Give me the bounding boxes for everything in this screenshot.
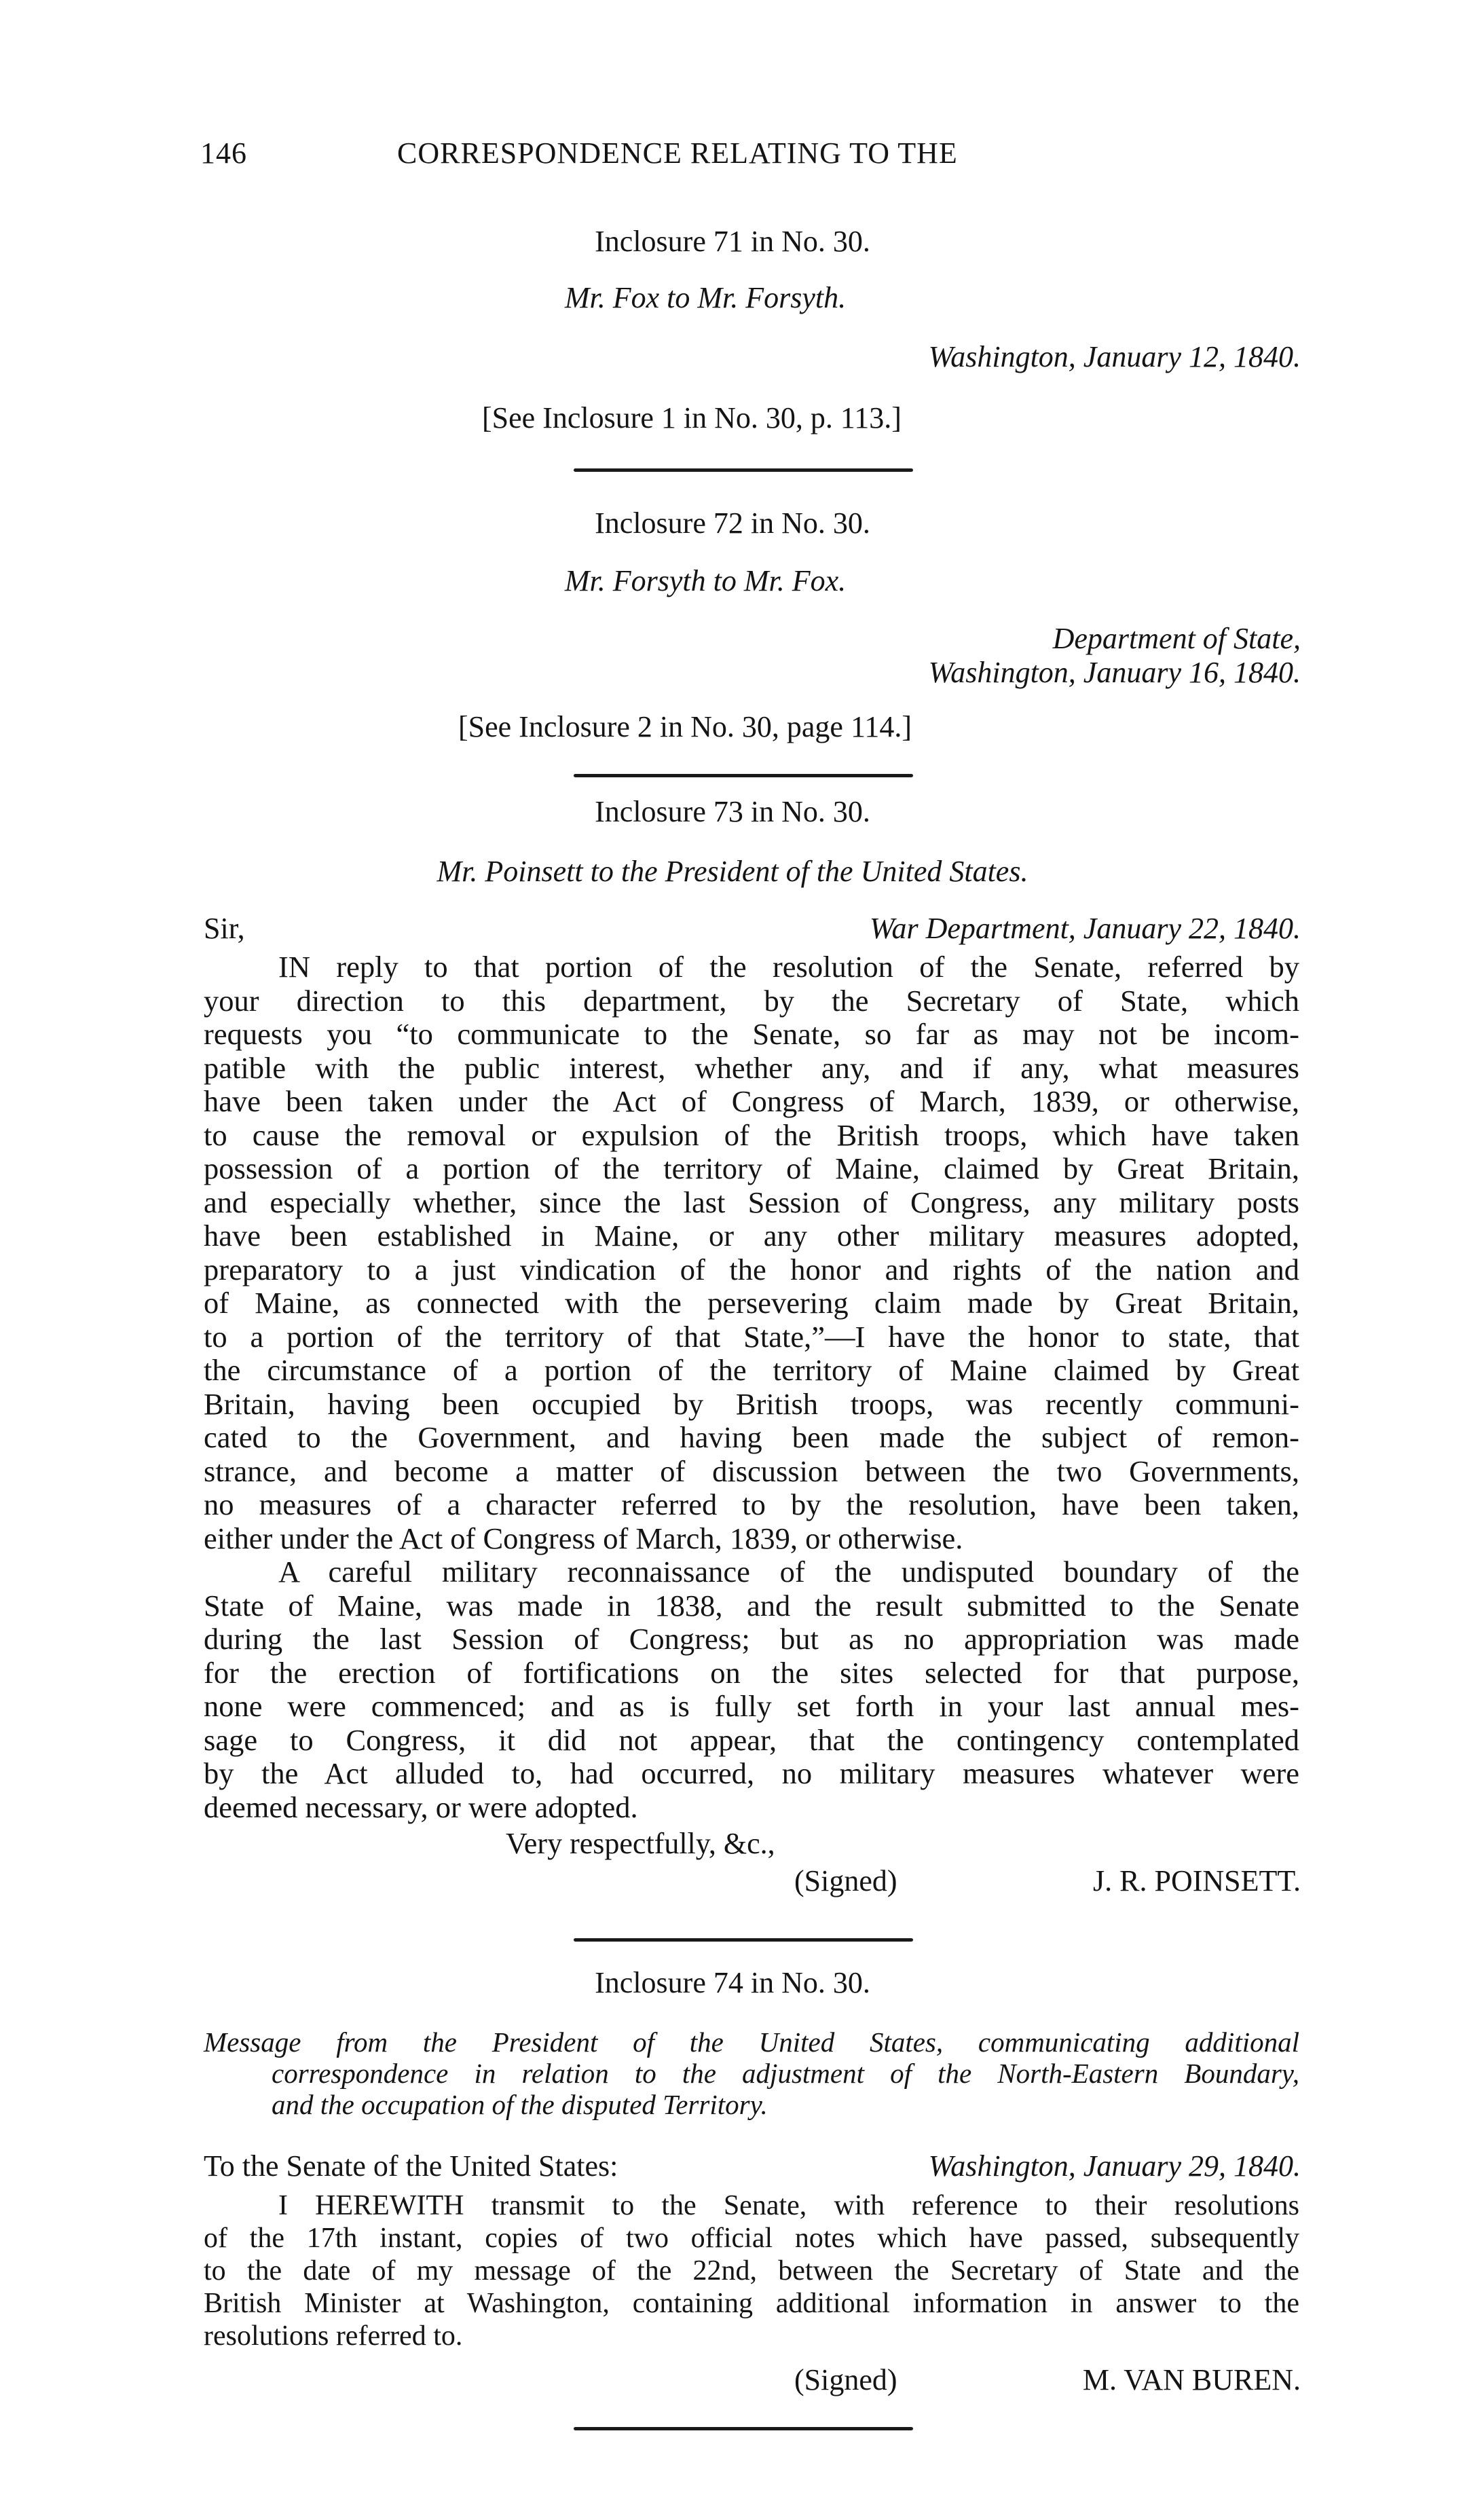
closing: Very respectfully, &c., (506, 1827, 775, 1860)
signature: J. R. POINSETT. (1093, 1864, 1301, 1897)
signed-label: (Signed) (794, 1864, 897, 1897)
text-line: have been taken under the Act of Congress of March, 1839, or otherwise, (204, 1084, 1299, 1118)
text-line: deemed necessary, or were adopted. (204, 1790, 638, 1824)
section-divider (574, 1938, 913, 1942)
text-line: to cause the removal or expulsion of the British troops, which have taken (204, 1117, 1299, 1152)
text-line: to a portion of the territory of that State,”—I have the honor to state, that (204, 1319, 1299, 1354)
text-line: IN reply to that portion of the resolution of the Senate, referred by (278, 950, 1299, 984)
title-line: correspondence in relation to the adjustment of the North-Eastern Boundary, (272, 2058, 1299, 2089)
text-line: no measures of a character referred to by the resolution, have been taken, (204, 1487, 1299, 1521)
text-line: Britain, having been occupied by British troops, was recently communi- (204, 1386, 1299, 1421)
section-divider (574, 774, 913, 777)
inclosure-73-title: Mr. Poinsett to the President of the United States. (437, 855, 1028, 888)
text-line: to the date of my message of the 22nd, between the Secretary of State and the (204, 2255, 1299, 2286)
text-line: during the last Session of Congress; but as no appropriation was made (204, 1622, 1299, 1656)
text-line: A careful military reconnaissance of the undisputed boundary of the (278, 1555, 1299, 1589)
inclosure-72-reference: [See Inclosure 2 in No. 30, page 114.] (458, 710, 912, 743)
inclosure-73-dateline: War Department, January 22, 1840. (869, 912, 1301, 945)
page-header (200, 136, 1302, 183)
running-title: CORRESPONDENCE RELATING TO THE (397, 136, 958, 170)
inclosure-74-heading: Inclosure 74 in No. 30. (595, 1966, 870, 1999)
title-line: Message from the President of the United States, communicating additional (204, 2026, 1299, 2058)
text-line: preparatory to a just vindication of the honor and rights of the nation and (204, 1252, 1299, 1286)
text-line: the circumstance of a portion of the territory of Maine claimed by Great (204, 1353, 1299, 1387)
text-line: and especially whether, since the last Session of Congress, any military posts (204, 1185, 1299, 1219)
text-line: of the 17th instant, copies of two official notes which have passed, subsequently (204, 2223, 1299, 2254)
section-divider (574, 2427, 913, 2430)
letter-paragraph-1 (204, 950, 1299, 1555)
text-line: your direction to this department, by the Secretary of State, which (204, 983, 1299, 1018)
signed-label: (Signed) (794, 2363, 897, 2396)
text-line: strance, and become a matter of discussion between the two Governments, (204, 1453, 1299, 1488)
addressee: To the Senate of the United States: (204, 2149, 618, 2183)
inclosure-71-title: Mr. Fox to Mr. Forsyth. (564, 281, 847, 314)
text-line: State of Maine, was made in 1838, and the result submitted to the Senate (204, 1588, 1299, 1623)
text-line: cated to the Government, and having been made the subject of remon- (204, 1420, 1299, 1454)
text-line: none were commenced; and as is fully set forth in your last annual mes- (204, 1689, 1299, 1723)
text-line: patible with the public interest, whether any, and if any, what measures (204, 1050, 1299, 1085)
text-line: resolutions referred to. (204, 2320, 463, 2352)
salutation: Sir, (204, 912, 245, 945)
message-paragraph (204, 2189, 1299, 2352)
letter-paragraph-2 (204, 1555, 1299, 1824)
section-divider (574, 468, 913, 472)
text-line: for the erection of fortifications on the sites selected for that purpose, (204, 1655, 1299, 1690)
inclosure-71-reference: [See Inclosure 1 in No. 30, p. 113.] (482, 401, 902, 434)
inclosure-72-heading: Inclosure 72 in No. 30. (595, 506, 870, 540)
text-line: sage to Congress, it did not appear, that the contingency contemplated (204, 1722, 1299, 1757)
text-line: by the Act alluded to, had occurred, no military measures whatever were (204, 1756, 1299, 1790)
inclosure-72-dateline-2: Washington, January 16, 1840. (928, 656, 1301, 689)
inclosure-74-title (204, 2026, 1299, 2120)
signature: M. VAN BUREN. (1082, 2363, 1301, 2396)
inclosure-73-heading: Inclosure 73 in No. 30. (595, 795, 870, 828)
inclosure-74-dateline: Washington, January 29, 1840. (928, 2149, 1301, 2183)
text-line: requests you “to communicate to the Senate, so far as may not be incom- (204, 1017, 1299, 1051)
text-line: have been established in Maine, or any other military measures adopted, (204, 1219, 1299, 1253)
inclosure-71-dateline: Washington, January 12, 1840. (928, 340, 1301, 373)
inclosure-71-heading: Inclosure 71 in No. 30. (595, 225, 870, 258)
inclosure-72-dateline-1: Department of State, (1052, 622, 1301, 655)
text-line: British Minister at Washington, containing additional information in answer to the (204, 2288, 1299, 2319)
text-line: I HEREWITH transmit to the Senate, with reference to their resolutions (278, 2190, 1299, 2221)
page-number: 146 (200, 136, 247, 170)
title-line: and the occupation of the disputed Territory. (272, 2089, 768, 2120)
text-line: either under the Act of Congress of March, 1839, or otherwise. (204, 1521, 963, 1555)
text-line: possession of a portion of the territory of Maine, claimed by Great Britain, (204, 1151, 1299, 1185)
text-line: of Maine, as connected with the persevering claim made by Great Britain, (204, 1286, 1299, 1320)
inclosure-72-title: Mr. Forsyth to Mr. Fox. (564, 564, 847, 597)
